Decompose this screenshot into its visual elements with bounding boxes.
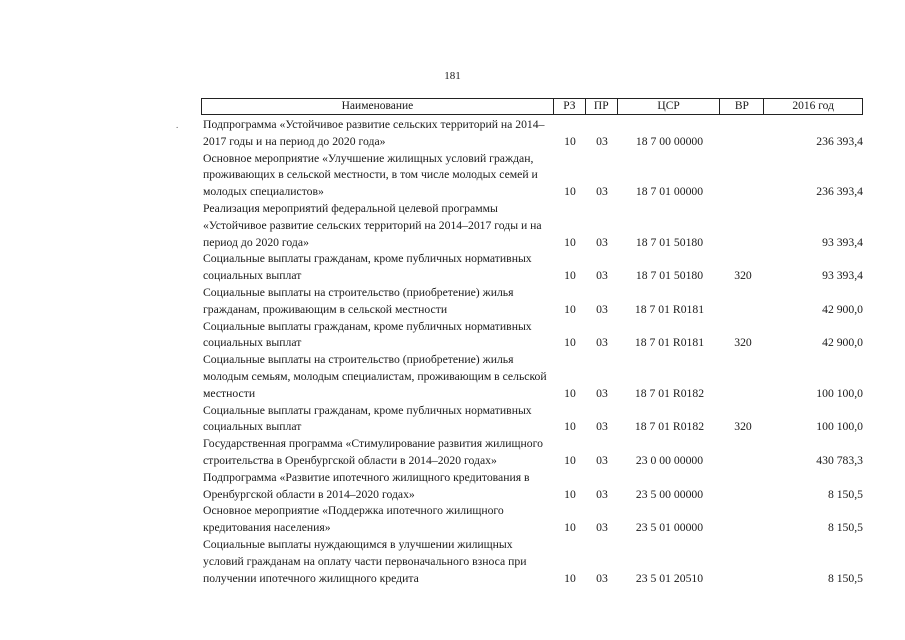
page-number: 181 xyxy=(444,70,461,82)
row-name: Социальные выплаты на строительство (приобретение) жилья гражданам, проживающим в сельской местности xyxy=(203,285,514,316)
row-amount: 8 150,5 xyxy=(827,487,863,501)
table-row xyxy=(203,201,863,251)
row-pr: 03 xyxy=(596,521,608,535)
row-csr: 23 5 01 00000 xyxy=(635,521,704,535)
row-rz: 10 xyxy=(564,571,576,585)
table-row xyxy=(203,503,863,537)
row-amount: 430 783,3 xyxy=(816,453,863,467)
row-csr: 18 7 01 R0181 xyxy=(634,302,705,316)
row-rz: 10 xyxy=(564,235,576,249)
row-pr: 03 xyxy=(596,302,608,316)
row-amount: 42 900,0 xyxy=(822,336,863,350)
row-amount: 93 393,4 xyxy=(822,235,863,249)
row-amount: 8 150,5 xyxy=(827,571,863,585)
table-row xyxy=(203,251,863,285)
row-vr: 320 xyxy=(734,420,752,434)
row-csr: 23 5 01 20510 xyxy=(635,571,704,585)
row-amount: 100 100,0 xyxy=(816,386,863,400)
table-row xyxy=(203,436,863,470)
margin-mark: . xyxy=(176,120,179,130)
table-row xyxy=(203,537,863,587)
row-name: Государственная программа «Стимулирование развития жилищного строительства в Оренбургской области в 2014–2020 годах» xyxy=(203,437,543,467)
row-rz: 10 xyxy=(564,420,576,434)
row-pr: 03 xyxy=(596,487,608,501)
header-vr: ВР xyxy=(720,99,764,114)
row-rz: 10 xyxy=(564,521,576,535)
row-pr: 03 xyxy=(596,420,608,434)
table-body xyxy=(203,117,863,587)
row-name: Социальные выплаты нуждающимся в улучшении жилищных условий гражданам на оплату части первоначального взноса при получении ипотечного жилищного кредита xyxy=(203,537,527,585)
header-year: 2016 год xyxy=(792,100,834,112)
row-pr: 03 xyxy=(596,134,608,148)
row-csr: 18 7 01 R0181 xyxy=(634,336,705,350)
row-amount: 8 150,5 xyxy=(827,521,863,535)
row-rz: 10 xyxy=(564,336,576,350)
row-csr: 23 5 00 00000 xyxy=(635,487,704,501)
row-pr: 03 xyxy=(596,386,608,400)
table-header xyxy=(201,98,863,115)
row-name: Основное мероприятие «Улучшение жилищных условий граждан, проживающих в сельской местности, в том числе молодых семей и молодых специалистов» xyxy=(203,151,538,199)
row-pr: 03 xyxy=(596,571,608,585)
row-pr: 03 xyxy=(596,185,608,199)
row-name: Социальные выплаты гражданам, кроме публичных нормативных социальных выплат xyxy=(203,403,532,434)
row-pr: 03 xyxy=(596,453,608,467)
table-row xyxy=(203,285,863,319)
row-csr: 18 7 01 50180 xyxy=(635,235,704,249)
row-rz: 10 xyxy=(564,453,576,467)
row-amount: 42 900,0 xyxy=(822,302,863,316)
row-csr: 18 7 01 R0182 xyxy=(634,386,705,400)
row-vr: 320 xyxy=(734,269,752,283)
row-rz: 10 xyxy=(564,487,576,501)
row-vr: 320 xyxy=(734,336,752,350)
row-pr: 03 xyxy=(596,336,608,350)
table-row xyxy=(203,117,863,151)
row-name: Подпрограмма «Устойчивое развитие сельских территорий на 2014–2017 годы и на период до 2020 года» xyxy=(203,118,545,148)
row-csr: 18 7 01 00000 xyxy=(635,185,704,199)
row-csr: 18 7 01 50180 xyxy=(635,269,704,283)
table-row xyxy=(203,403,863,437)
row-amount: 93 393,4 xyxy=(822,269,863,283)
row-name: Подпрограмма «Развитие ипотечного жилищного кредитования в Оренбургской области в 2014–2020 годах» xyxy=(203,470,530,501)
row-rz: 10 xyxy=(564,302,576,316)
row-name: Социальные выплаты гражданам, кроме публичных нормативных социальных выплат xyxy=(203,319,532,350)
row-amount: 236 393,4 xyxy=(816,185,863,199)
header-pr: ПР xyxy=(586,99,618,114)
row-csr: 18 7 01 R0182 xyxy=(634,420,705,434)
row-name: Социальные выплаты на строительство (приобретение) жилья молодым семьям, молодым специалистам, проживающим в сельской местности xyxy=(203,353,547,400)
row-name: Основное мероприятие «Поддержка ипотечного жилищного кредитования населения» xyxy=(203,504,504,535)
table-row xyxy=(203,319,863,353)
header-rz: РЗ xyxy=(554,99,586,114)
header-name: Наименование xyxy=(202,99,554,114)
row-csr: 23 0 00 00000 xyxy=(635,453,704,467)
row-rz: 10 xyxy=(564,185,576,199)
row-rz: 10 xyxy=(564,134,576,148)
table-row xyxy=(203,352,863,402)
row-name: Социальные выплаты гражданам, кроме публичных нормативных социальных выплат xyxy=(203,252,532,283)
row-amount: 100 100,0 xyxy=(816,420,863,434)
table-row xyxy=(203,151,863,201)
row-name: Реализация мероприятий федеральной целевой программы «Устойчивое развитие сельских территорий на 2014–2017 годы и на период до 2020 года» xyxy=(203,201,542,249)
row-pr: 03 xyxy=(596,235,608,249)
row-amount: 236 393,4 xyxy=(816,134,863,148)
row-rz: 10 xyxy=(564,269,576,283)
row-pr: 03 xyxy=(596,269,608,283)
table-row xyxy=(203,470,863,504)
header-csr: ЦСР xyxy=(618,99,721,114)
row-rz: 10 xyxy=(564,386,576,400)
row-csr: 18 7 00 00000 xyxy=(635,134,704,148)
